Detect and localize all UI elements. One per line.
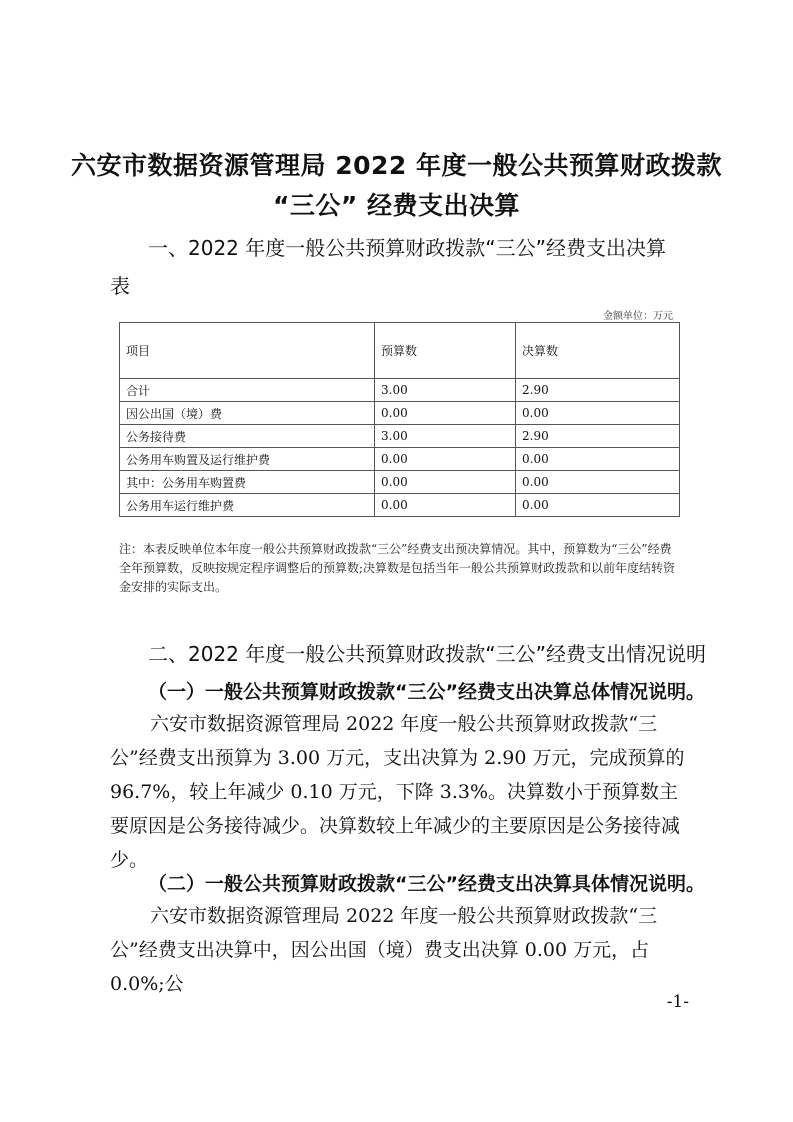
detail-description-paragraph: 六安市数据资源管理局 2022 年度一般公共预算财政拨款“三公”经费支出决算中，因公出国（境）费支出决算 0.00 万元，占 0.0%;公	[110, 905, 658, 995]
overall-description-paragraph: 六安市数据资源管理局 2022 年度一般公共预算财政拨款“三公”经费支出预算为 3.00 万元，支出决算为 2.90 万元，完成预算的 96.7%，较上年减少 0.10 万元，下降 3.3%。决算数小于预算数主要原因是公务接待减少。决算数较上年减少的主要原因是公务接待减少。	[110, 713, 685, 871]
row-label: 公务用车购置及运行维护费	[120, 448, 375, 471]
row-actual: 2.90	[516, 425, 680, 448]
document-title-line1: 六安市数据资源管理局 2022 年度一般公共预算财政拨款	[71, 151, 722, 180]
table-row	[120, 402, 680, 425]
page-number: -1-	[666, 992, 689, 1012]
header-actual: 决算数	[516, 323, 680, 379]
document-title-line2: “三公” 经费支出决算	[272, 191, 521, 220]
table-header-row	[120, 323, 680, 379]
row-actual: 0.00	[516, 471, 680, 494]
section1-heading-continued: 表	[110, 274, 130, 298]
expense-table	[119, 322, 680, 517]
subsection1-heading: （一）一般公共预算财政拨款“三公”经费支出决算总体情况说明。	[148, 681, 705, 703]
table-row	[120, 471, 680, 494]
subsection2-heading: （二）一般公共预算财政拨款“三公”经费支出决算具体情况说明。	[148, 873, 705, 895]
row-actual: 0.00	[516, 402, 680, 425]
table-row	[120, 379, 680, 402]
row-budget: 0.00	[375, 402, 516, 425]
header-budget: 预算数	[375, 323, 516, 379]
row-label: 其中：公务用车购置费	[120, 471, 375, 494]
row-budget: 0.00	[375, 448, 516, 471]
row-label: 合计	[120, 379, 375, 402]
header-item: 项目	[120, 323, 375, 379]
table-note: 注：本表反映单位本年度一般公共预算财政拨款“三公”经费支出预决算情况。其中，预算数为“三公”经费全年预算数，反映按规定程序调整后的预算数;决算数是包括当年一般公共预算财政拨款和以前年度结转资金安排的实际支出。	[119, 542, 676, 594]
section2-heading: 二、2022 年度一般公共预算财政拨款“三公”经费支出情况说明	[148, 642, 706, 666]
table-row	[120, 494, 680, 517]
table-row	[120, 448, 680, 471]
table-row	[120, 425, 680, 448]
row-actual: 0.00	[516, 494, 680, 517]
row-budget: 3.00	[375, 379, 516, 402]
row-budget: 0.00	[375, 471, 516, 494]
row-budget: 0.00	[375, 494, 516, 517]
row-actual: 0.00	[516, 448, 680, 471]
table-unit-label: 金额单位：万元	[603, 311, 673, 322]
section1-heading: 一、2022 年度一般公共预算财政拨款“三公”经费支出决算	[148, 236, 666, 260]
row-label: 因公出国（境）费	[120, 402, 375, 425]
row-budget: 3.00	[375, 425, 516, 448]
row-label: 公务接待费	[120, 425, 375, 448]
row-actual: 2.90	[516, 379, 680, 402]
row-label: 公务用车运行维护费	[120, 494, 375, 517]
